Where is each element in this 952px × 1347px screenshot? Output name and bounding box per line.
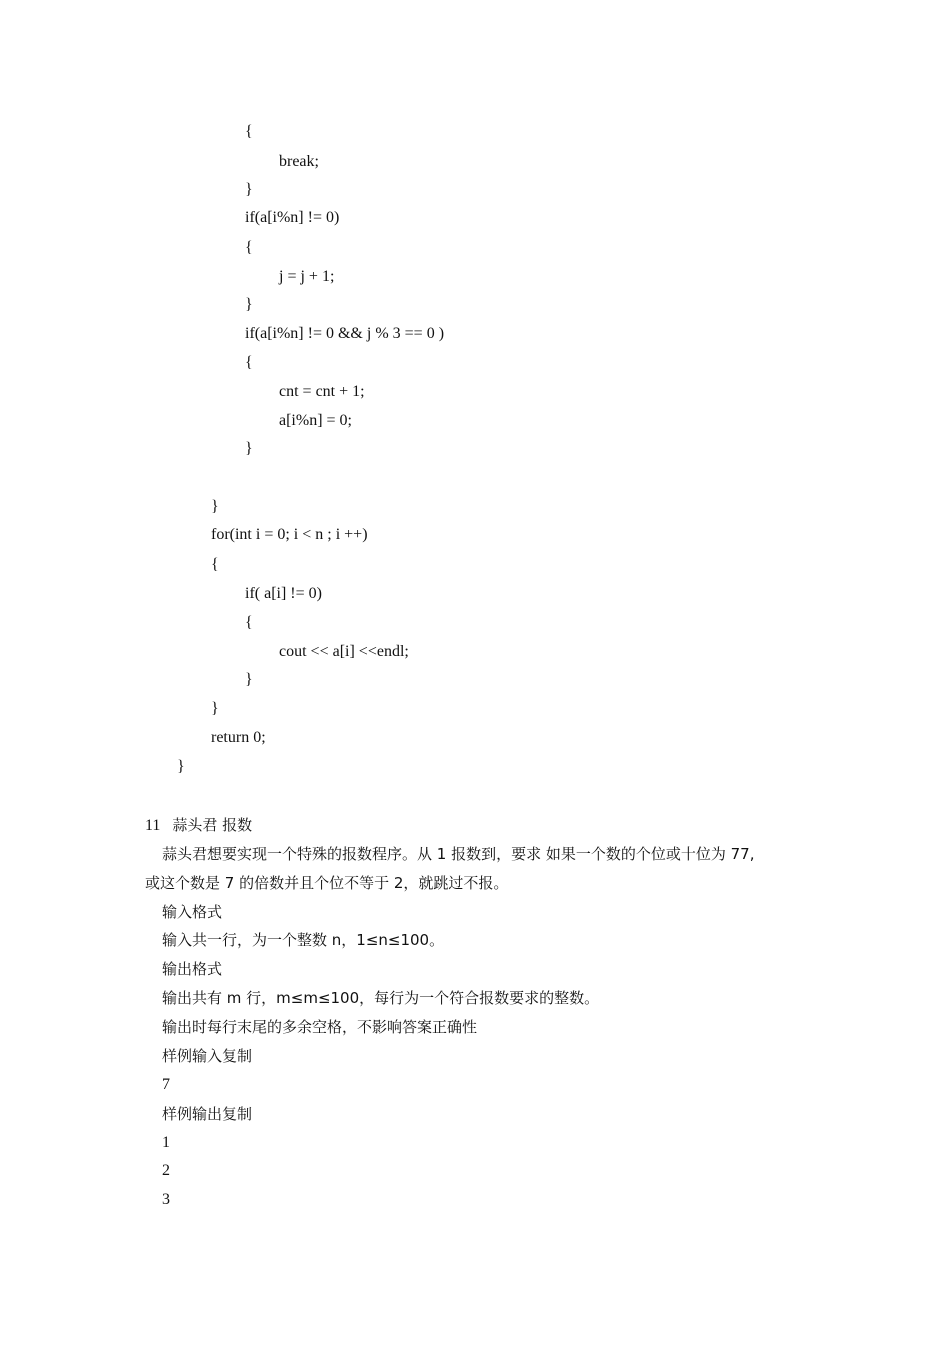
- code-line: }: [245, 440, 253, 457]
- problem-title: 蒜头君 报数: [172, 816, 253, 834]
- code-line: cout << a[i] <<endl;: [279, 643, 409, 660]
- problem-number: 11: [145, 817, 161, 834]
- problem-heading: [145, 815, 252, 836]
- code-line: {: [245, 614, 253, 631]
- input-format-heading: 输入格式: [162, 903, 223, 921]
- code-line: if(a[i%n] != 0 && j % 3 == 0 ): [245, 325, 445, 342]
- sample-output-value: 3: [162, 1191, 170, 1208]
- code-line: if( a[i] != 0): [245, 585, 322, 602]
- output-format-text: 输出共有 m 行，m≤m≤100，每行为一个符合报数要求的整数。: [162, 989, 600, 1007]
- problem-description-cont: 或这个数是 7 的倍数并且个位不等于 2，就跳过不报。: [145, 874, 509, 892]
- code-line: break;: [279, 153, 319, 170]
- code-line: a[i%n] = 0;: [279, 412, 352, 429]
- code-line: {: [211, 556, 219, 573]
- sample-input-heading: 样例输入复制: [162, 1047, 253, 1065]
- sample-input-value: 7: [162, 1076, 170, 1093]
- output-format-heading: 输出格式: [162, 960, 223, 978]
- code-line: }: [245, 296, 253, 313]
- sample-output-value: 1: [162, 1134, 170, 1151]
- code-line: {: [245, 239, 253, 256]
- code-line: cnt = cnt + 1;: [279, 383, 365, 400]
- code-line: }: [211, 700, 219, 717]
- code-line: for(int i = 0; i < n ; i ++): [211, 526, 368, 543]
- sample-output-heading: 样例输出复制: [162, 1105, 253, 1123]
- code-line: {: [245, 123, 253, 140]
- code-line: }: [245, 671, 253, 688]
- code-line: if(a[i%n] != 0): [245, 209, 340, 226]
- input-format-text: 输入共一行，为一个整数 n，1≤n≤100。: [162, 931, 445, 949]
- problem-description: 蒜头君想要实现一个特殊的报数程序。从 1 报数到，要求 如果一个数的个位或十位为 77,: [162, 845, 755, 863]
- code-line: }: [245, 181, 253, 198]
- code-line: {: [245, 354, 253, 371]
- code-line: }: [177, 758, 185, 775]
- code-line: j = j + 1;: [279, 268, 335, 285]
- code-line: }: [211, 498, 219, 515]
- output-note: 输出时每行末尾的多余空格，不影响答案正确性: [162, 1018, 478, 1036]
- sample-output-value: 2: [162, 1162, 170, 1179]
- code-line: return 0;: [211, 729, 266, 746]
